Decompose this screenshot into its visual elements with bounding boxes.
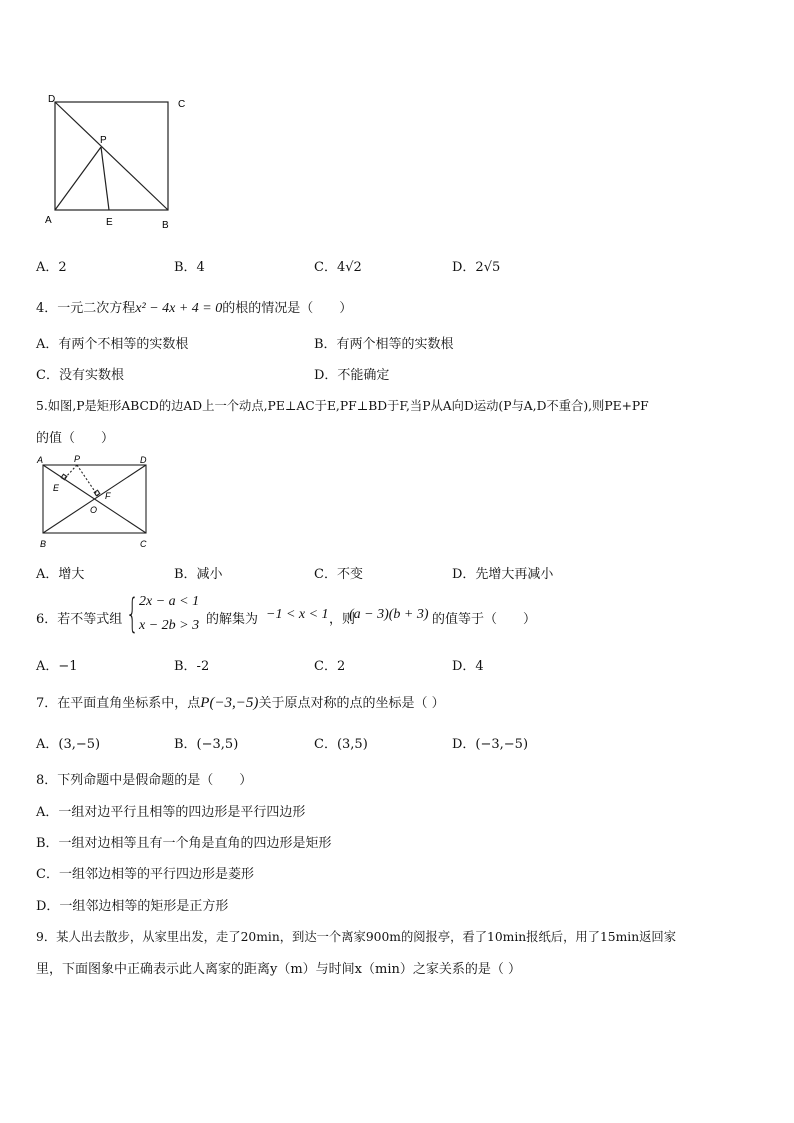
q7-option-a: A．(3,−5): [36, 737, 101, 752]
q7-prefix: 7．在平面直角坐标系中，点: [36, 696, 201, 711]
segment-pe: [101, 147, 109, 210]
q8-option-b: B．一组对边相等且有一个角是直角的四边形是矩形: [36, 836, 332, 851]
q6-middle: 的解集为: [206, 612, 259, 627]
q6-middle2: ，则: [329, 612, 356, 627]
label-d: D: [48, 94, 56, 105]
label-c: C: [140, 539, 147, 549]
q3-figure: [40, 90, 200, 235]
q4-suffix: 的根的情况是（ ）: [222, 301, 353, 316]
q8-option-a: A．一组对边平行且相等的四边形是平行四边形: [36, 805, 306, 820]
segment-ap: [55, 147, 101, 210]
label-b: B: [162, 220, 169, 231]
q5-stem-line2: 的值（ ）: [36, 431, 115, 446]
q7-stem: [36, 692, 445, 712]
q3-option-d: D．2√5: [452, 260, 501, 275]
q3-option-c: C．4√2: [314, 260, 362, 275]
q5-rectangle-diagram: [34, 453, 159, 553]
q3-square-diagram: [40, 90, 200, 235]
q6-option-c: C．2: [314, 659, 346, 674]
q7-option-c: C．(3,5): [314, 737, 368, 752]
q6-expression: (a − 3)(b + 3): [349, 607, 429, 622]
q3-option-a: A．2: [36, 260, 67, 275]
label-p: P: [74, 454, 81, 464]
segment-pf-dashed: [77, 465, 98, 496]
q4-option-c: C．没有实数根: [36, 368, 124, 383]
q4-option-a: A．有两个不相等的实数根: [36, 337, 189, 352]
q9-stem-line1: 9．某人出去散步，从家里出发，走了20min，到达一个离家900m的阅报亭，看了10min报纸后，用了15min返回家: [36, 930, 677, 944]
q8-stem: 8．下列命题中是假命题的是（ ）: [36, 773, 253, 788]
label-c: C: [178, 99, 186, 110]
label-f: F: [105, 491, 111, 501]
q6-prefix: 6．若不等式组: [36, 612, 123, 627]
q4-option-b: B．有两个相等的实数根: [314, 337, 454, 352]
q3-option-b: B．4: [174, 260, 205, 275]
q5-option-b: B．减小: [174, 567, 223, 582]
diagonal-db: [55, 102, 168, 210]
q4-stem: [36, 297, 352, 317]
q7-suffix: 关于原点对称的点的坐标是（ ）: [258, 696, 445, 711]
q6-option-d: D．4: [452, 659, 484, 674]
label-a: A: [37, 455, 44, 465]
q4-option-d: D．不能确定: [314, 368, 390, 383]
q7-option-d: D．(−3,−5): [452, 737, 529, 752]
label-o: O: [90, 505, 98, 515]
q7-point: P(−3,−5): [200, 695, 259, 711]
label-p: P: [100, 135, 107, 146]
q7-option-b: B．(−3,5): [174, 737, 239, 752]
q6-option-a: A．−1: [36, 659, 78, 674]
q6-option-b: B．-2: [174, 659, 210, 674]
q6-suffix: 的值等于（ ）: [432, 612, 537, 627]
right-angle-e: [61, 474, 67, 480]
right-angle-f: [94, 490, 100, 496]
q8-option-c: C．一组邻边相等的平行四边形是菱形: [36, 867, 254, 882]
label-b: B: [40, 539, 47, 549]
label-e: E: [106, 217, 113, 228]
q5-option-a: A．增大: [36, 567, 85, 582]
q6-brace: {: [126, 591, 139, 637]
label-e: E: [53, 483, 60, 493]
q5-option-d: D．先增大再减小: [452, 567, 554, 582]
label-a: A: [45, 215, 52, 226]
q5-stem-line1: 5.如图,P是矩形ABCD的边AD上一个动点,PE⊥AC于E,PF⊥BD于F,当P从A向D运动(P与A,D不重合),则PE+PF: [36, 399, 649, 413]
q5-option-c: C．不变: [314, 567, 363, 582]
q6-range: −1 < x < 1: [266, 607, 329, 622]
q6-inequality-2: x − 2b > 3: [139, 618, 200, 633]
q8-option-d: D．一组邻边相等的矩形是正方形: [36, 899, 229, 914]
q9-stem-line2: 里，下面图象中正确表示此人离家的距离y（m）与时间x（min）之家关系的是（ ）: [36, 962, 521, 977]
q5-figure: [34, 453, 159, 553]
label-d: D: [140, 455, 147, 465]
q4-prefix: 4．一元二次方程: [36, 301, 136, 316]
q4-equation: x² − 4x + 4 = 0: [135, 301, 223, 316]
q6-inequality-1: 2x − a < 1: [139, 594, 200, 609]
